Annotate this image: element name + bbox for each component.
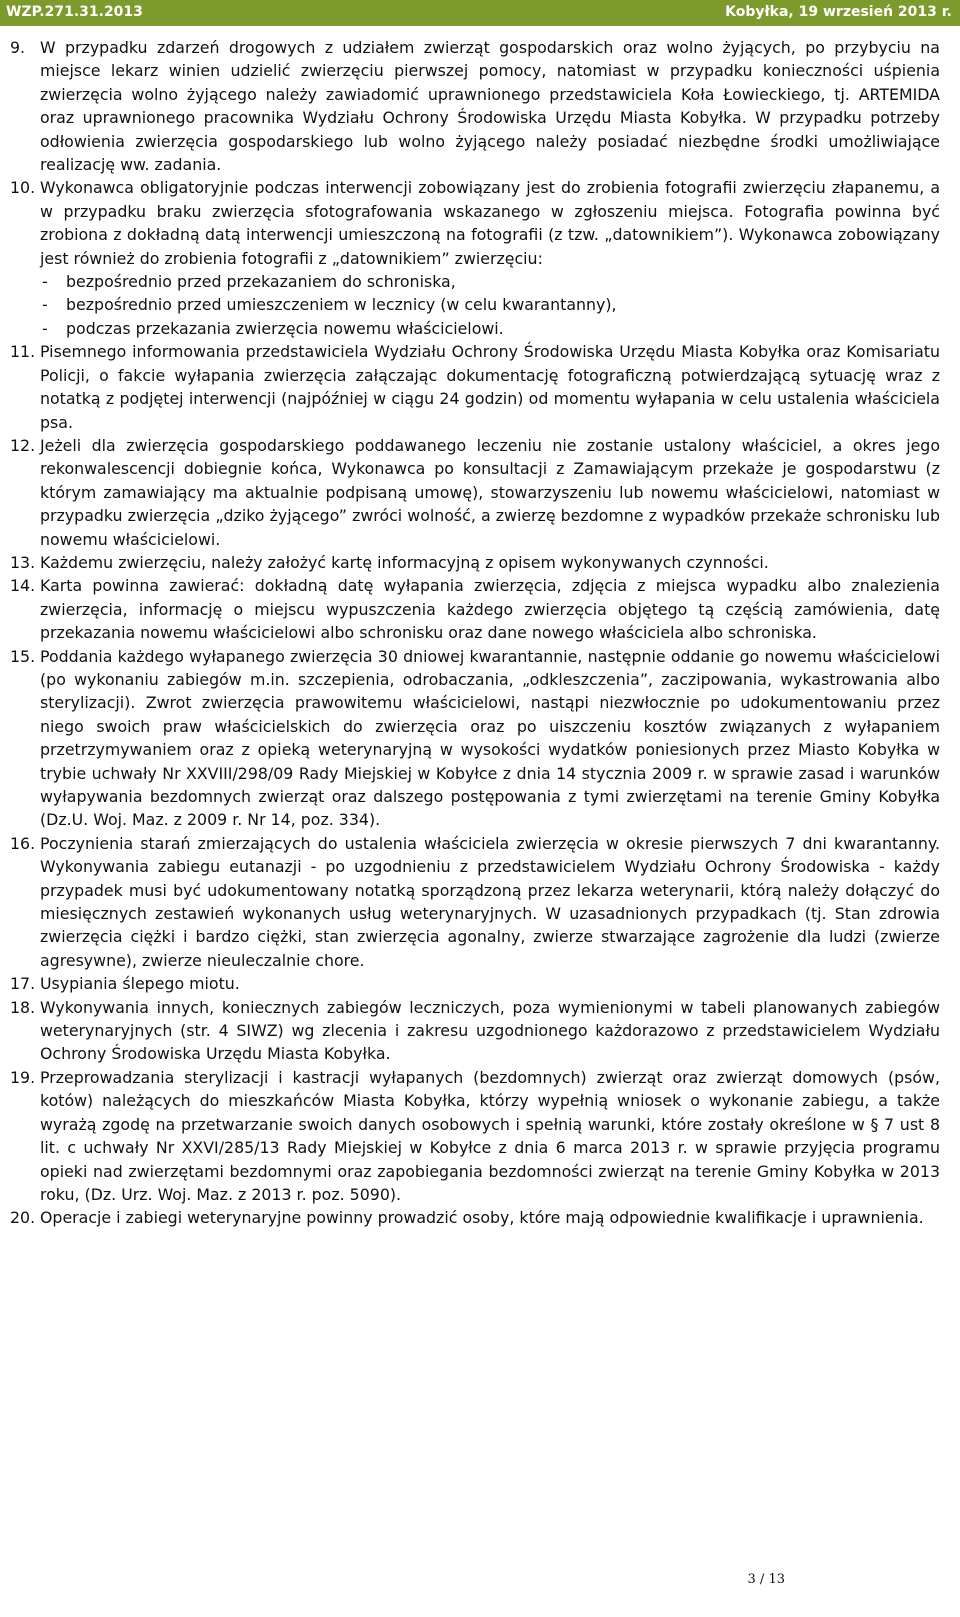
document-date: Kobyłka, 19 wrzesień 2013 r. [725, 4, 952, 20]
item-number: 20. [10, 1208, 36, 1228]
item-body [40, 340, 940, 434]
item-body [40, 574, 940, 644]
list-item [10, 36, 940, 176]
item-body [40, 176, 940, 340]
list-item [10, 551, 940, 574]
item-body [40, 434, 940, 551]
item-text: Wykonawca obligatoryjnie podczas interwencji zobowiązany jest do zrobienia fotografii zwierzęciu złapanemu, a w przypadku braku zwierzęcia sfotografowania wskazanego w zgłoszeniu miejsca. Fotografia powinna być zrobiona z dokładną datą interwencji umieszczoną na fotografii (z tzw. „datownikiem”). Wykonawca zobowiązany jest również do zrobienia fotografii z „datownikiem” zwierzęciu: [40, 178, 940, 268]
item-body [40, 1206, 940, 1229]
list-item [10, 340, 940, 434]
item-body [40, 996, 940, 1066]
item-body [40, 645, 940, 832]
item-body [40, 551, 940, 574]
item-number: 16. [10, 833, 36, 853]
page-number: 3 / 13 [747, 1572, 785, 1587]
item-body [40, 972, 940, 995]
item-number: 12. [10, 435, 36, 455]
dash-list-item [40, 317, 940, 340]
item-text: Poddania każdego wyłapanego zwierzęcia 30 dniowej kwarantannie, następnie oddanie go nowemu właścicielowi (po wykonaniu zabiegów m.in. szczepienia, odrobaczania, „odkleszczenia”, zaczipowania, wykastrowania albo sterylizacji). Zwrot zwierzęcia prawowitemu właścicielowi, nastąpi niezwłocznie po udokumentowaniu przez niego swoich praw właścicielskich do zwierzęcia oraz po uiszczeniu kosztów związanych z wyłapaniem przetrzymywaniem oraz z opieką weterynaryjną w wysokości wydatków poniesionych przez Miasto Kobyłka w trybie uchwały Nr XXVIII/298/09 Rady Miejskiej w Kobyłce z dnia 14 stycznia 2009 r. w sprawie zasad i warunków wyłapywania bezdomnych zwierząt oraz dalszego postępowania z tymi zwierzętami na terenie Gminy Kobyłka (Dz.U. Woj. Maz. z 2009 r. Nr 14, poz. 334). [40, 646, 940, 830]
dash-bullet: - [42, 318, 48, 338]
list-item [10, 434, 940, 551]
item-text: Pisemnego informowania przedstawiciela Wydziału Ochrony Środowiska Urzędu Miasta Kobyłka oraz Komisariatu Policji, o fakcie wyłapania zwierzęcia załączając dokumentację fotograficzną potwierdzającą sytuację wraz z notatką z podjętej interwencji (najpóźniej w ciągu 24 godzin) od momentu wyłapania w celu ustalenia właściciela psa. [40, 342, 940, 432]
item-text: Każdemu zwierzęciu, należy założyć kartę informacyjną z opisem wykonywanych czynności. [40, 552, 769, 572]
item-body [40, 36, 940, 176]
item-number: 18. [10, 997, 36, 1017]
item-text: W przypadku zdarzeń drogowych z udziałem zwierząt gospodarskich oraz wolno żyjących, po przybyciu na miejsce lekarz winien udzielić zwierzęciu pierwszej pomocy, natomiast w przypadku konieczności uśpienia zwierzęcia wolno żyjącego należy zawiadomić uprawnionego przedstawiciela Koła Łowieckiego, tj. ARTEMIDA oraz uprawnionego pracownika Wydziału Ochrony Środowiska Urzędu Miasta Kobyłka. W przypadku potrzeby odłowienia zwierzęcia gospodarskiego lub wolno żyjącego należy posiadać niezbędne środki umożliwiające realizację ww. zadania. [40, 38, 940, 175]
dash-bullet: - [42, 272, 48, 292]
list-item [10, 645, 940, 832]
item-number: 14. [10, 576, 36, 596]
item-number: 15. [10, 646, 36, 666]
dash-text: bezpośrednio przed przekazaniem do schroniska, [66, 272, 456, 292]
dash-list-item [40, 293, 940, 316]
list-item [10, 176, 940, 340]
item-number: 17. [10, 974, 36, 994]
item-text: Karta powinna zawierać: dokładną datę wyłapania zwierzęcia, zdjęcia z miejsca wypadku albo znalezienia zwierzęcia, informację o miejscu wypuszczenia każdego zwierzęcia objętego tą częścią zamówienia, datę przekazania nowemu właścicielowi albo schronisku oraz dane nowego właściciela albo schroniska. [40, 576, 940, 643]
list-item [10, 1206, 940, 1229]
list-item [10, 1066, 940, 1206]
list-item [10, 832, 940, 972]
item-body [40, 832, 940, 972]
item-number: 9. [10, 38, 26, 57]
dash-bullet: - [42, 295, 48, 315]
item-text: Wykonywania innych, koniecznych zabiegów leczniczych, poza wymienionymi w tabeli planowanych zabiegów weterynaryjnych (str. 4 SIWZ) wg zlecenia i zakresu uzgodnionego każdorazowo z przedstawicielem Wydziału Ochrony Środowiska Urzędu Miasta Kobyłka. [40, 997, 940, 1064]
list-item [10, 574, 940, 644]
numbered-list [10, 36, 940, 1230]
dash-text: bezpośrednio przed umieszczeniem w lecznicy (w celu kwarantanny), [66, 295, 617, 315]
item-text: Operacje i zabiegi weterynaryjne powinny prowadzić osoby, które mają odpowiednie kwalifikacje i uprawnienia. [40, 1208, 924, 1228]
dash-text: podczas przekazania zwierzęcia nowemu właścicielowi. [66, 318, 504, 338]
item-number: 11. [10, 342, 36, 362]
list-item [10, 972, 940, 995]
document-reference: WZP.271.31.2013 [6, 4, 143, 20]
item-body [40, 1066, 940, 1206]
item-number: 10. [10, 178, 36, 198]
item-number: 19. [10, 1067, 36, 1087]
item-text: Poczynienia starań zmierzających do ustalenia właściciela zwierzęcia w okresie pierwszych 7 dni kwarantanny. Wykonywania zabiegu eutanazji - po uzgodnieniu z przedstawicielem Wydziału Ochrony Środowiska - każdy przypadek musi być udokumentowany notatką sporządzoną przez lekarza weterynarii, którą należy dołączyć do miesięcznych zestawień wykonanych usług weterynaryjnych. W uzasadnionych przypadkach (tj. Stan zdrowia zwierzęcia ciężki i bardzo ciężki, stan zwierzęcia agonalny, zwierze stwarzające zagrożenie dla ludzi (zwierze agresywne), zwierze nieuleczalnie chore. [40, 833, 940, 970]
item-text: Usypiania ślepego miotu. [40, 974, 240, 994]
item-text: Jeżeli dla zwierzęcia gospodarskiego poddawanego leczeniu nie zostanie ustalony właściciel, a okres jego rekonwalescencji dobiegnie końca, Wykonawca po konsultacji z Zamawiającym przekaże je gospodarstwu (z którym zamawiający ma aktualnie podpisaną umowę), stowarzyszeniu lub nowemu właścicielowi, natomiast w przypadku zwierzęcia „dziko żyjącego” zwróci wolność, a zwierzę bezdomne z wypadków przekaże schronisku lub nowemu właścicielowi. [40, 435, 940, 549]
item-number: 13. [10, 552, 36, 572]
item-text: Przeprowadzania sterylizacji i kastracji wyłapanych (bezdomnych) zwierząt oraz zwierząt domowych (psów, kotów) należących do mieszkańców Miasta Kobyłka, którzy wypełnią wniosek o wykonanie zabiegu, a także wyrażą zgodę na przetwarzanie swoich danych osobowych i spełnią warunki, które zostały określone w § 7 ust 8 lit. c uchwały Nr XXVI/285/13 Rady Miejskiej w Kobyłce z dnia 6 marca 2013 r. w sprawie przyjęcia programu opieki nad zwierzętami bezdomnymi oraz zapobiegania bezdomności zwierząt na terenie Gminy Kobyłka w 2013 roku, (Dz. Urz. Woj. Maz. z 2013 r. poz. 5090). [40, 1067, 940, 1204]
dash-list-item [40, 270, 940, 293]
page-header [0, 0, 960, 26]
list-item [10, 996, 940, 1066]
